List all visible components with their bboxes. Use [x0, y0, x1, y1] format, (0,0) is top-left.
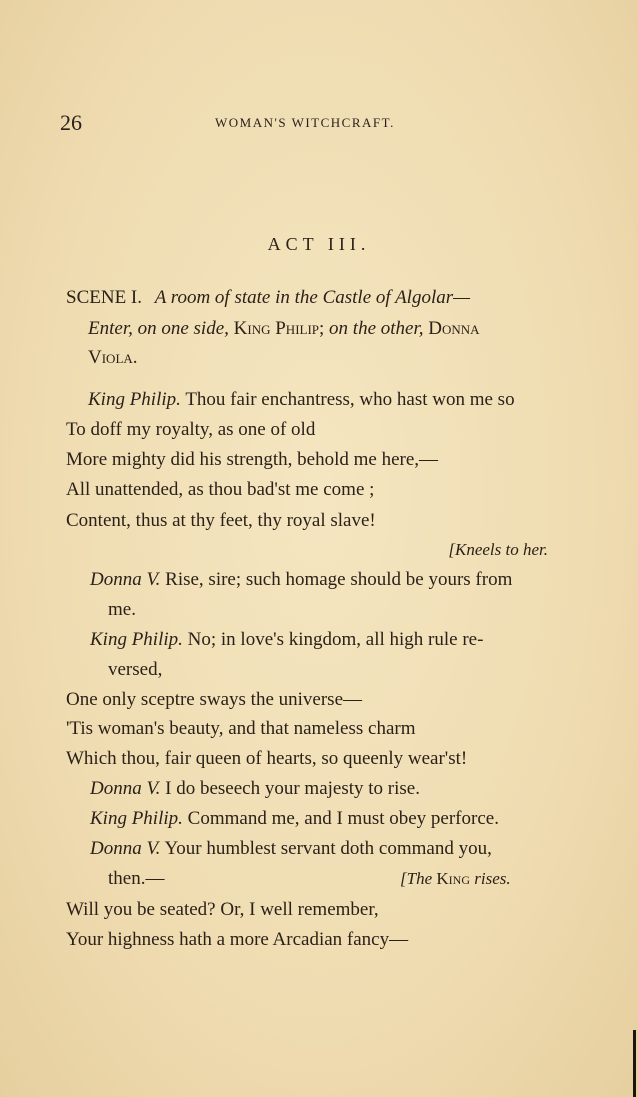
speech-text: Thou fair enchantress, who hast won me so [185, 389, 515, 410]
stage-direction-text: [The [400, 869, 433, 888]
character-name: King [436, 869, 470, 888]
verse-line: One only sceptre sways the universe— [66, 689, 363, 710]
speech-text: Your humblest servant doth command you, [164, 838, 492, 859]
speech-text: Command me, and I must obey perforce. [187, 808, 499, 829]
scene-entry-text: Enter, on one side, [88, 318, 229, 339]
scene-heading-line-3: Viola. [88, 347, 138, 368]
verse-line: More mighty did his strength, behold me here,— [66, 449, 439, 470]
stage-direction: [Kneels to her. [448, 540, 548, 559]
speech-text: Rise, sire; such homage should be yours from [165, 569, 513, 590]
speaker-name: Donna V. [90, 778, 161, 799]
scene-entry-text: on the other, [329, 318, 424, 339]
verse-line: To doff my royalty, as one of old [66, 419, 316, 440]
scene-setting: A room of state in the Castle of Algolar— [154, 287, 471, 308]
verse-line: All unattended, as thou bad'st me come ; [66, 479, 375, 500]
verse-line: Will you be seated? Or, I well remember, [66, 899, 379, 920]
verse-line: 'Tis woman's beauty, and that nameless charm [66, 718, 416, 739]
verse-line: Your highness hath a more Arcadian fancy— [66, 929, 409, 950]
speech-line [90, 808, 499, 830]
speech-text: No; in love's kingdom, all high rule re- [187, 629, 484, 650]
scene-heading-line-1 [66, 287, 470, 309]
speaker-name: King Philip. [90, 629, 183, 650]
verse-line: then.— [108, 868, 165, 889]
character-name: Donna [428, 318, 480, 339]
speech-line [90, 838, 492, 860]
speaker-name: King Philip. [88, 389, 181, 410]
page-number: 26 [60, 110, 82, 135]
stage-direction-text: rises. [474, 869, 511, 888]
stage-direction [400, 868, 511, 890]
speech-line [90, 569, 512, 591]
running-title: WOMAN'S WITCHCRAFT. [215, 115, 395, 130]
speaker-name: Donna V. [90, 569, 161, 590]
scene-heading-line-2 [88, 318, 480, 340]
verse-line: Which thou, fair queen of hearts, so queenly wear'st! [66, 748, 468, 769]
act-heading: ACT III. [267, 234, 371, 254]
speech-text: I do beseech your majesty to rise. [165, 778, 420, 799]
character-name: King Philip; [233, 318, 325, 339]
scene-number: SCENE I. [66, 287, 142, 308]
speaker-name: Donna V. [90, 838, 161, 859]
verse-line: Content, thus at thy feet, thy royal slave! [66, 510, 376, 531]
speech-line [90, 778, 420, 800]
speaker-name: King Philip. [90, 808, 183, 829]
verse-line: versed, [108, 659, 163, 680]
page-edge-shadow [633, 1030, 636, 1097]
page-header [60, 110, 580, 140]
speech-line [90, 629, 483, 651]
speech-line [88, 389, 515, 411]
verse-line: me. [108, 599, 136, 620]
